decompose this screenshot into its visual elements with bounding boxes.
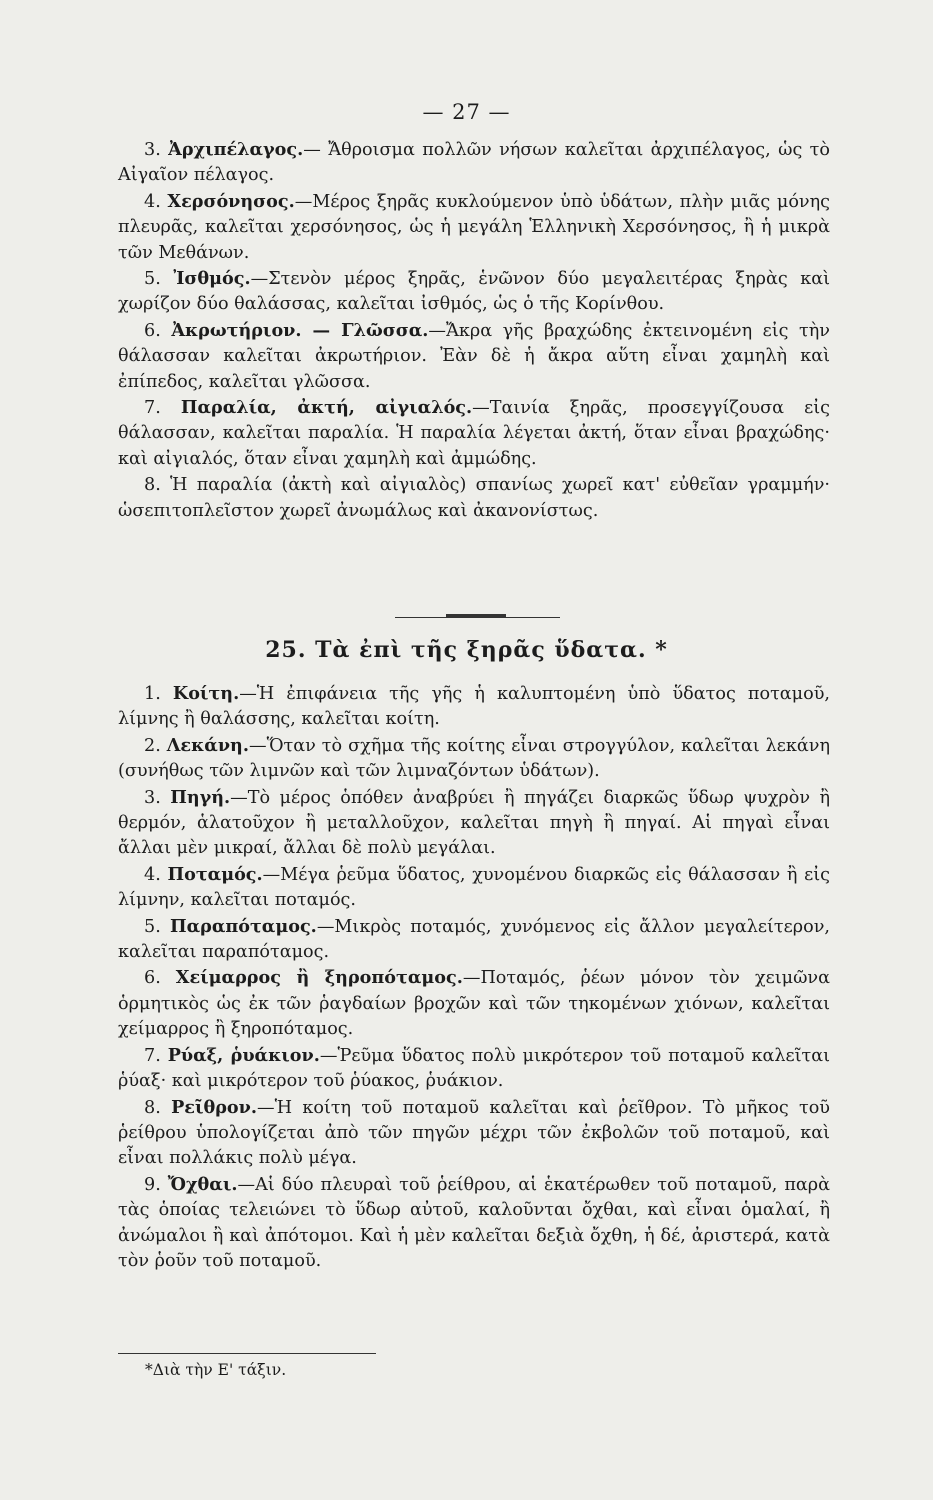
section-divider-center xyxy=(446,614,506,618)
section-waters xyxy=(118,681,830,1274)
paragraph: 4. Ποταμός.—Μέγα ῥεῦμα ὕδατος, χυνομένου διαρκῶς εἰς θάλασσαν ἢ εἰς λίμνην, καλεῖται ποταμός. xyxy=(118,863,830,911)
paragraph: 7. Ρύαξ, ῥυάκιον.—Ῥεῦμα ὕδατος πολὺ μικρότερον τοῦ ποταμοῦ καλεῖται ῥύαξ· καὶ μικρότερον τοῦ ῥύακος, ῥυάκιον. xyxy=(118,1044,831,1092)
footnote: *Διὰ τὴν Ε' τάξιν. xyxy=(145,1361,287,1379)
section-landforms xyxy=(118,137,830,524)
paragraph: 3. Ἀρχιπέλαγος.— Ἄθροισμα πολλῶν νήσων καλεῖται ἀρχιπέλαγος, ὡς τὸ Αἰγαῖον πέλαγος. xyxy=(118,139,830,186)
paragraph: 9. Ὄχθαι.—Αἱ δύο πλευραὶ τοῦ ῥείθρου, αἱ ἑκατέρωθεν τοῦ ποταμοῦ, παρὰ τὰς ὁποίας τελειώνει τὸ ὕδωρ αὐτοῦ, καλοῦνται ὄχθαι, καὶ εἶναι ὁμαλαί, ἢ ἀνώμαλοι ἢ καὶ ἀπότομοι. Καὶ ἡ μὲν καλεῖται δεξιὰ ὄχθη, ἡ δέ, ἀριστερά, κατὰ τὸν ῥοῦν τοῦ ποταμοῦ. xyxy=(118,1173,831,1271)
section-heading: 25. Τὰ ἐπὶ τῆς ξηρᾶς ὕδατα. * xyxy=(265,637,668,663)
paragraph: 8. Ἡ παραλία (ἀκτὴ καὶ αἰγιαλὸς) σπανίως χωρεῖ κατ' εὐθεῖαν γραμμήν· ὡσεπιτοπλεῖστον χωρεῖ ἀνωμάλως καὶ ἀκανονίστως. xyxy=(118,475,830,521)
paragraph: 3. Πηγή.—Τὸ μέρος ὁπόθεν ἀναβρύει ἢ πηγάζει διαρκῶς ὕδωρ ψυχρὸν ἢ θερμόν, ἁλατοῦχον ἢ μεταλλοῦχον, καλεῖται πηγὴ ἢ πηγαί. Αἱ πηγαὶ εἶναι ἄλλαι μὲν μικραί, ἄλλαι δὲ πολὺ μεγάλαι. xyxy=(118,786,830,859)
paragraph: 5. Παραπόταμος.—Μικρὸς ποταμός, χυνόμενος εἰς ἄλλον μεγαλείτερον, καλεῖται παραπόταμος. xyxy=(118,915,830,963)
paragraph: 7. Παραλία, ἀκτή, αἰγιαλός.—Ταινία ξηρᾶς, προσεγγίζουσα εἰς θάλασσαν, καλεῖται παραλία. Ἡ παραλία λέγεται ἀκτή, ὅταν εἶναι βραχώδης· καὶ αἰγιαλός, ὅταν εἶναι χαμηλὴ καὶ ἀμμώδης. xyxy=(118,397,831,469)
paragraph: 2. Λεκάνη.—Ὅταν τὸ σχῆμα τῆς κοίτης εἶναι στρογγύλον, καλεῖται λεκάνη (συνήθως τῶν λιμνῶν καὶ τῶν λιμναζόντων ὑδάτων). xyxy=(118,734,830,782)
paragraph: 4. Χερσόνησος.—Μέρος ξηρᾶς κυκλούμενον ὑπὸ ὑδάτων, πλὴν μιᾶς μόνης πλευρᾶς, καλεῖται χερσόνησος, ὡς ἡ μεγάλη Ἑλληνικὴ Χερσόνησος, ἢ ἡ μικρὰ τῶν Μεθάνων. xyxy=(118,190,831,263)
paragraph: 1. Κοίτη.—Ἡ ἐπιφάνεια τῆς γῆς ἡ καλυπτομένη ὑπὸ ὕδατος ποταμοῦ, λίμνης ἢ θαλάσσης, καλεῖται κοίτη. xyxy=(118,683,830,730)
footnote-rule xyxy=(118,1353,376,1354)
page-number: — 27 — xyxy=(422,100,511,124)
paragraph: 6. Χείμαρρος ἢ ξηροπόταμος.—Ποταμός, ῥέων μόνον τὸν χειμῶνα ὁρμητικὸς ὡς ἐκ τῶν ῥαγδαίων βροχῶν καὶ τῶν τηκομένων χιόνων, καλεῖται χείμαρρος ἢ ξηροπόταμος. xyxy=(118,967,830,1040)
paragraph: 8. Ρεῖθρον.—Ἡ κοίτη τοῦ ποταμοῦ καλεῖται καὶ ῥεῖθρον. Τὸ μῆκος τοῦ ῥείθρου ὑπολογίζεται ἀπὸ τῶν πηγῶν μέχρι τῶν ἐκβολῶν τοῦ ποταμοῦ, καὶ εἶναι πολλάκις πολὺ μέγα. xyxy=(118,1096,830,1169)
paragraph: 6. Ἀκρωτήριον. — Γλῶσσα.—Ἄκρα γῆς βραχώδης ἐκτεινομένη εἰς τὴν θάλασσαν καλεῖται ἀκρωτήριον. Ἐὰν δὲ ἡ ἄκρα αὕτη εἶναι χαμηλὴ καὶ ἐπίπεδος, καλεῖται γλῶσσα. xyxy=(118,319,831,392)
paragraph: 5. Ἰσθμός.—Στενὸν μέρος ξηρᾶς, ἑνῶνον δύο μεγαλειτέρας ξηρὰς καὶ χωρίζον δύο θαλάσσας, καλεῖται ἰσθμός, ὡς ὁ τῆς Κορίνθου. xyxy=(118,268,831,315)
